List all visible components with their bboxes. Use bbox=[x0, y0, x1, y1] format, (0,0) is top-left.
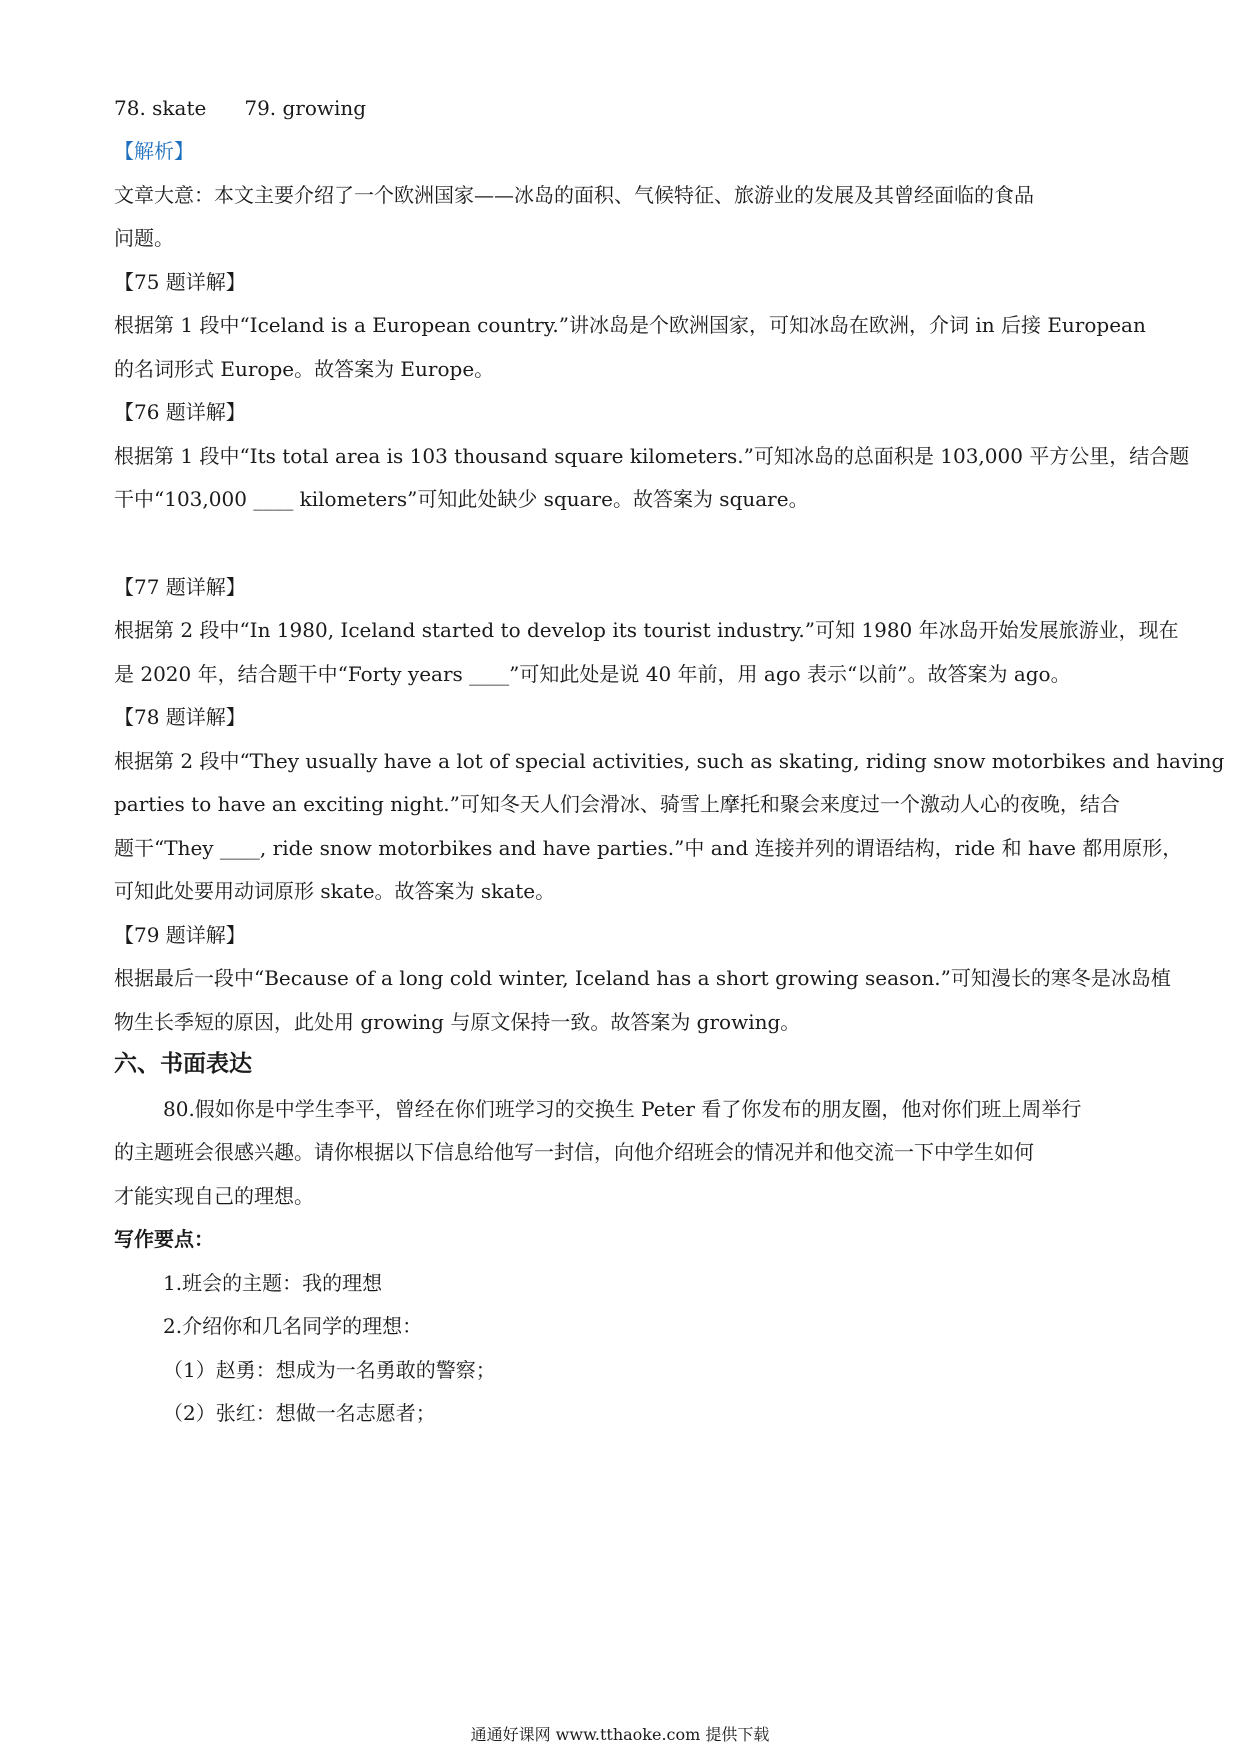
q78-line-2: parties to have an exciting night.”可知冬天人们会滑冰、骑雪上摩托和聚会来度过一个激动人心的夜晚，结合 bbox=[114, 792, 1120, 816]
page-footer: 通通好课网 www.tthaoke.com 提供下载 bbox=[470, 1725, 770, 1744]
analysis-tag: 【解析】 bbox=[114, 139, 194, 163]
answer-79: 79. growing bbox=[244, 96, 367, 120]
writing-point-2-2: （2）张红：想做一名志愿者； bbox=[163, 1401, 436, 1425]
q78-line-3: 题干“They ____, ride snow motorbikes and have parties.”中 and 连接并列的谓语结构，ride 和 have 都用原形， bbox=[114, 836, 1183, 860]
section-6-title: 六、书面表达 bbox=[114, 1051, 252, 1077]
writing-point-1: 1.班会的主题：我的理想 bbox=[163, 1271, 383, 1295]
q76-line-2: 干中“103,000 ____ kilometers”可知此处缺少 square。故答案为 square。 bbox=[114, 487, 809, 511]
q80-line-3: 才能实现自己的理想。 bbox=[114, 1184, 314, 1208]
q79-line-2: 物生长季短的原因，此处用 growing 与原文保持一致。故答案为 growing。 bbox=[114, 1010, 801, 1034]
q79-line-1: 根据最后一段中“Because of a long cold winter, Iceland has a short growing season.”可知漫长的寒冬是冰岛植 bbox=[114, 966, 1171, 990]
answer-row bbox=[114, 94, 1134, 122]
q80-line-1: 80.假如你是中学生李平，曾经在你们班学习的交换生 Peter 看了你发布的朋友圈，他对你们班上周举行 bbox=[163, 1097, 1082, 1121]
q77-title: 【77 题详解】 bbox=[114, 575, 246, 599]
summary-line-2: 问题。 bbox=[114, 226, 174, 250]
writing-point-2: 2.介绍你和几名同学的理想： bbox=[163, 1314, 423, 1338]
q75-title: 【75 题详解】 bbox=[114, 270, 246, 294]
q77-line-2: 是 2020 年，结合题干中“Forty years ____”可知此处是说 40 年前，用 ago 表示“以前”。故答案为 ago。 bbox=[114, 662, 1071, 686]
q75-line-1: 根据第 1 段中“Iceland is a European country.”讲冰岛是个欧洲国家，可知冰岛在欧洲，介词 in 后接 European bbox=[114, 313, 1146, 337]
q78-title: 【78 题详解】 bbox=[114, 705, 246, 729]
q78-line-1: 根据第 2 段中“They usually have a lot of special activities, such as skating, riding snow motorbikes and having bbox=[114, 749, 1225, 773]
writing-points-title: 写作要点： bbox=[114, 1227, 214, 1251]
q75-line-2: 的名词形式 Europe。故答案为 Europe。 bbox=[114, 357, 495, 381]
summary-line-1: 文章大意：本文主要介绍了一个欧洲国家——冰岛的面积、气候特征、旅游业的发展及其曾经面临的食品 bbox=[114, 183, 1034, 207]
writing-point-2-1: （1）赵勇：想成为一名勇敢的警察； bbox=[163, 1358, 496, 1382]
q76-line-1: 根据第 1 段中“Its total area is 103 thousand square kilometers.”可知冰岛的总面积是 103,000 平方公里，结合题 bbox=[114, 444, 1190, 468]
q76-title: 【76 题详解】 bbox=[114, 400, 246, 424]
answer-78: 78. skate bbox=[114, 96, 207, 120]
q78-line-4: 可知此处要用动词原形 skate。故答案为 skate。 bbox=[114, 879, 556, 903]
q80-line-2: 的主题班会很感兴趣。请你根据以下信息给他写一封信，向他介绍班会的情况并和他交流一下中学生如何 bbox=[114, 1140, 1034, 1164]
q79-title: 【79 题详解】 bbox=[114, 923, 246, 947]
q77-line-1: 根据第 2 段中“In 1980, Iceland started to develop its tourist industry.”可知 1980 年冰岛开始发展旅游业，现在 bbox=[114, 618, 1179, 642]
